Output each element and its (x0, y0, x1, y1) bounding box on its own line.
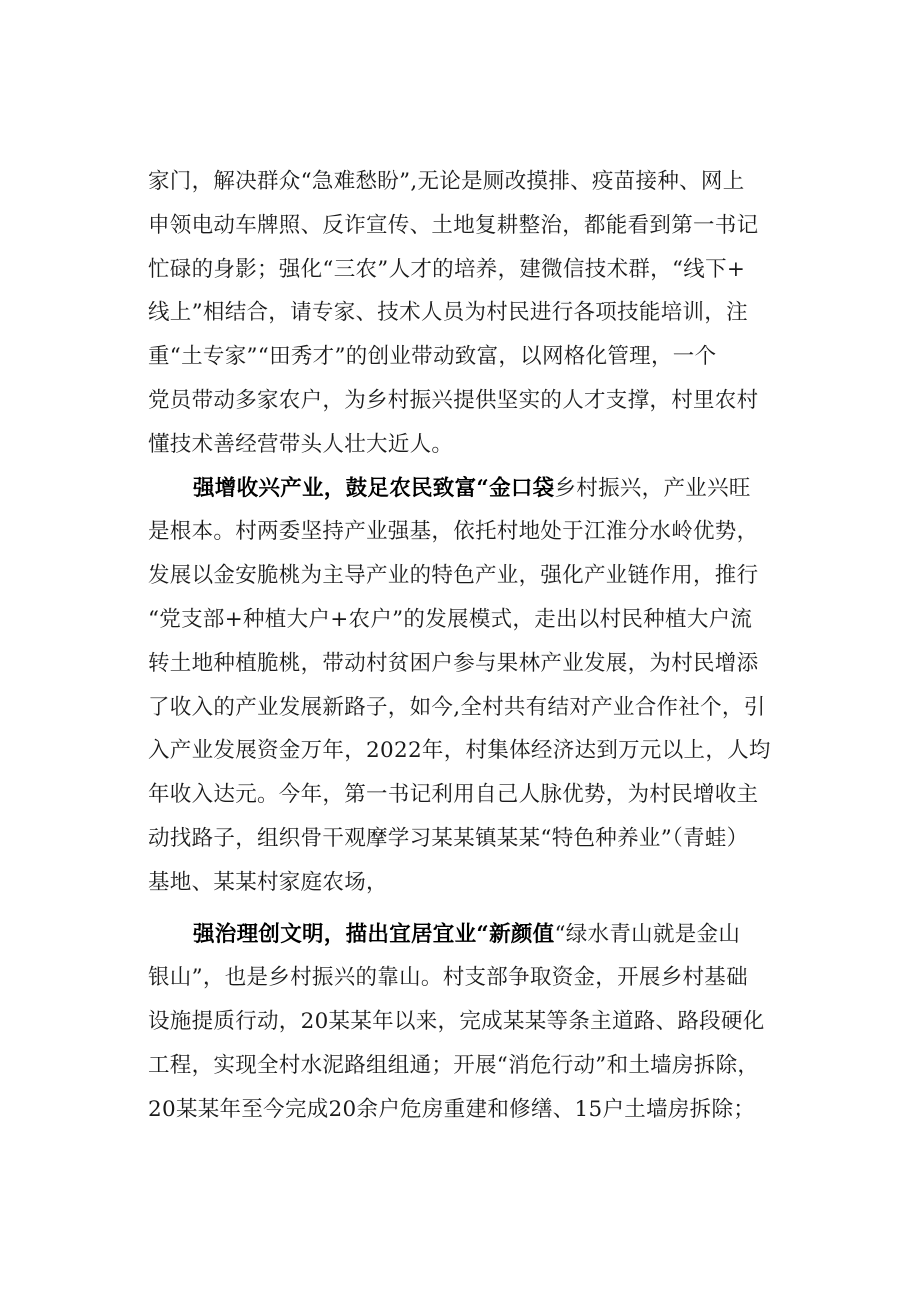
text-line (148, 913, 812, 957)
text-line: 基地、某某村家庭农场， (148, 869, 388, 895)
document-body (148, 160, 812, 1132)
text-line: 党员带动多家农户，为乡村振兴提供坚实的人才支撑，村里农村 (148, 387, 759, 413)
text-line: 20某某年至今完成20余户危房重建和修缮、15户土墙房拆除； (148, 1096, 756, 1122)
text-line: 忙碌的身影；强化“三农”人才的培养，建微信技术群，“线下+ (148, 256, 746, 282)
text-line: 动找路子，组织骨干观摩学习某某镇某某“特色种养业”（青蛙） (148, 825, 749, 851)
section-heading-industry: 强增收兴产业，鼓足农民致富“金口袋 (193, 475, 555, 501)
text-line: 年收入达元。今年，第一书记利用自己人脉优势，为村民增收主 (148, 782, 759, 808)
text-line: 重“土专家”“田秀才”的创业带动致富，以网格化管理，一个 (148, 344, 717, 370)
text-line: 转土地种植脆桃，带动村贫困户参与果林产业发展，为村民增添 (148, 650, 759, 676)
heading-line-rest: 乡村振兴，产业兴旺 (554, 475, 751, 501)
paragraph-talent-support (148, 160, 812, 467)
paragraph-industry (148, 467, 812, 905)
text-line (148, 467, 812, 511)
text-line: 懂技术善经营带头人壮大近人。 (148, 431, 454, 457)
text-line: 发展以金安脆桃为主导产业的特色产业，强化产业链作用，推行 (148, 563, 759, 589)
text-line: 设施提质行动，20某某年以来，完成某某等条主道路、路段硬化 (148, 1009, 765, 1035)
paragraph-governance (148, 913, 812, 1132)
text-line: 线上”相结合，请专家、技术人员为村民进行各项技能培训，注 (148, 300, 748, 326)
heading-line-rest: “绿水青山就是金山 (554, 921, 741, 947)
section-heading-governance: 强治理创文明，描出宜居宜业“新颜值 (193, 921, 555, 947)
text-line: 银山”，也是乡村振兴的靠山。村支部争取资金，开展乡村基础 (148, 965, 748, 991)
text-line: 家门，解决群众“急难愁盼”,无论是厕改摸排、疫苗接种、网上 (148, 169, 745, 194)
text-line: “党支部+种植大户+农户”的发展模式，走出以村民种植大户流 (148, 606, 753, 632)
text-line: 了收入的产业发展新路子，如今,全村共有结对产业合作社个，引 (148, 694, 766, 720)
text-line: 是根本。村两委坚持产业强基，依托村地处于江淮分水岭优势， (148, 519, 759, 545)
text-line: 申领电动车牌照、反诈宣传、土地复耕整治，都能看到第一书记 (148, 212, 759, 238)
text-line: 工程，实现全村水泥路组组通；开展“消危行动”和土墙房拆除， (148, 1052, 760, 1078)
text-line: 入产业发展资金万年，2022年，村集体经济达到万元以上，人均 (148, 738, 771, 764)
